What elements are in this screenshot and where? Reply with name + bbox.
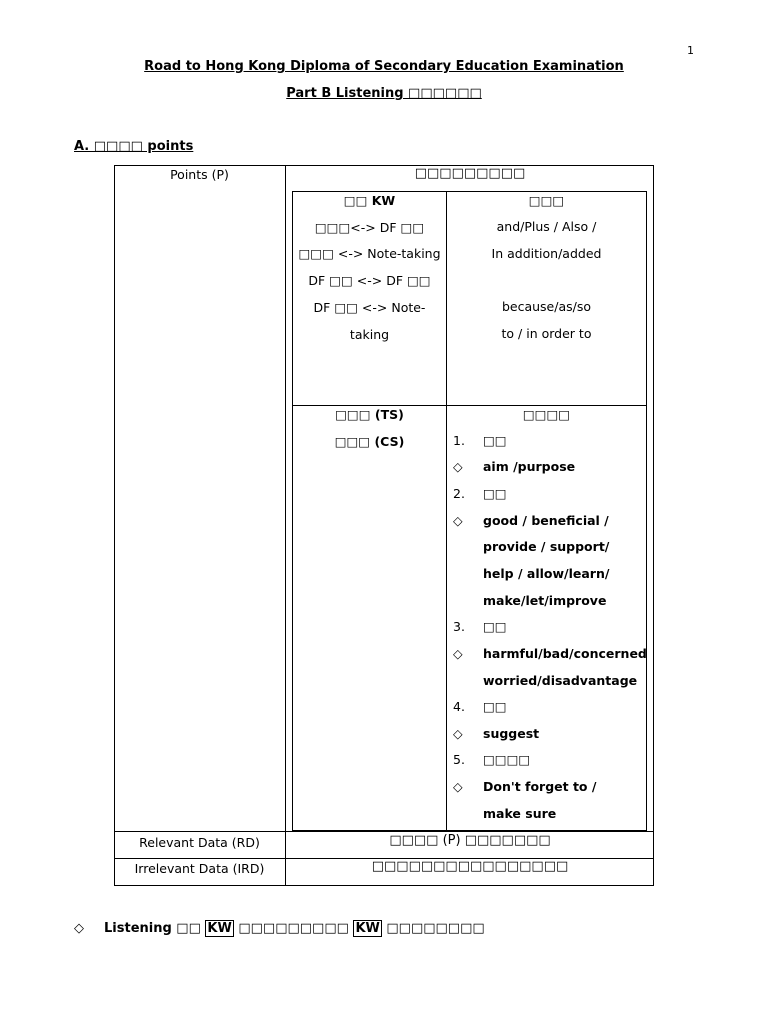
topic-sentence-label: □□□ (TS): [335, 407, 404, 422]
connective-line: to / in order to: [501, 326, 592, 341]
relevant-data-value: □□□□ (P) □□□□□□□: [389, 833, 551, 848]
document-title: Road to Hong Kong Diploma of Secondary Education Examination: [144, 59, 624, 74]
connective-line: and/Plus / Also /: [496, 219, 597, 234]
points-label: Points (P): [170, 167, 229, 182]
table-row-divider: [114, 831, 654, 832]
inner-column-divider: [446, 191, 447, 831]
kw-boxed-term: KW: [207, 921, 232, 936]
section-a-heading: A. □□□□ points: [74, 139, 194, 154]
diamond-bullet-icon: ◇: [74, 921, 84, 936]
list-header: □□□□: [522, 407, 571, 422]
listening-note-prefix: Listening □□: [104, 921, 201, 936]
kw-cell-line: taking: [349, 327, 390, 342]
kw-cell-line: DF □□ <-> DF □□: [308, 273, 431, 288]
kw-boxed-term: KW: [355, 921, 380, 936]
inner-row-divider: [292, 405, 647, 406]
relevant-data-label: Relevant Data (RD): [139, 835, 260, 850]
kw-cell-line: □□□ <-> Note-taking: [298, 246, 441, 261]
page-number: 1: [687, 44, 694, 57]
document-subtitle: Part B Listening □□□□□□: [286, 86, 482, 101]
kw-cell-line: □□□<-> DF □□: [314, 220, 425, 235]
listening-note-suffix: □□□□□□□□: [386, 921, 485, 936]
table-column-divider: [285, 165, 286, 886]
connective-line: In addition/added: [491, 246, 602, 261]
irrelevant-data-label: Irrelevant Data (IRD): [134, 861, 265, 876]
kw-cell-line: DF □□ <-> Note-: [313, 300, 426, 315]
right-header: □□□□□□□□□: [414, 166, 526, 181]
connective-line: because/as/so: [501, 299, 592, 314]
kw-cell-heading: □□ KW: [343, 193, 396, 208]
concluding-sentence-label: □□□ (CS): [334, 434, 405, 449]
irrelevant-data-value: □□□□□□□□□□□□□□□□: [371, 859, 569, 874]
connective-heading: □□□: [528, 193, 565, 208]
listening-note: [74, 921, 485, 936]
listening-note-middle: □□□□□□□□□: [238, 921, 349, 936]
